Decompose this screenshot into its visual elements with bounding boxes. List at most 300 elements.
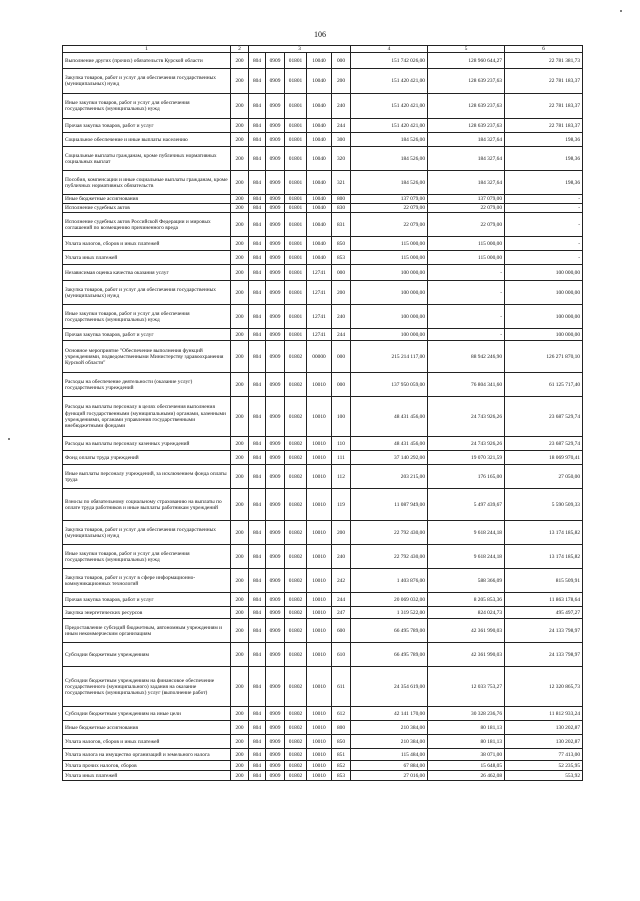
approved-amount: 203 215,00 <box>351 465 428 489</box>
section-code: 804 <box>249 619 266 643</box>
approved-amount: 24 354 619,00 <box>351 667 428 707</box>
remaining-amount: - <box>505 251 583 265</box>
direction-code: 10010 <box>307 437 332 451</box>
remaining-amount: 5 590 509,33 <box>505 489 583 521</box>
program-code: 01802 <box>285 521 307 545</box>
row-name: Уплата иных платежей <box>63 251 231 265</box>
subsection-code: 0909 <box>266 593 285 607</box>
row-name: Исполнение судебных актов <box>63 204 231 213</box>
program-code: 01802 <box>285 761 307 771</box>
direction-code: 10040 <box>307 119 332 133</box>
header-col-4: 4 <box>351 46 428 53</box>
executed-amount: 15 648,05 <box>428 761 505 771</box>
section-code: 804 <box>249 735 266 749</box>
table-row <box>63 735 583 749</box>
remaining-amount: 100 000,00 <box>505 281 583 305</box>
table-row <box>63 119 583 133</box>
expense-type-code: 200 <box>332 521 351 545</box>
program-code: 01802 <box>285 619 307 643</box>
executed-amount: 128 639 237,63 <box>428 119 505 133</box>
expense-type-code: 830 <box>332 204 351 213</box>
approved-amount: 115 000,00 <box>351 251 428 265</box>
table-row <box>63 69 583 94</box>
executed-amount: 128 639 237,63 <box>428 69 505 94</box>
subsection-code: 0909 <box>266 667 285 707</box>
admin-code: 200 <box>231 521 249 545</box>
section-code: 804 <box>249 251 266 265</box>
admin-code: 200 <box>231 204 249 213</box>
expense-type-code: 000 <box>332 373 351 397</box>
subsection-code: 0909 <box>266 305 285 329</box>
expense-type-code: 000 <box>332 265 351 281</box>
subsection-code: 0909 <box>266 397 285 437</box>
executed-amount: 588 366,09 <box>428 569 505 593</box>
subsection-code: 0909 <box>266 94 285 119</box>
remaining-amount: 12 320 865,73 <box>505 667 583 707</box>
executed-amount: 184 327,64 <box>428 133 505 147</box>
row-name: Прочая закупка товаров, работ и услуг <box>63 119 231 133</box>
row-name: Иные выплаты персоналу учреждений, за исключением фонда оплаты труда <box>63 465 231 489</box>
expense-type-code: 111 <box>332 451 351 465</box>
remaining-amount: 198,36 <box>505 171 583 195</box>
executed-amount: - <box>428 265 505 281</box>
subsection-code: 0909 <box>266 749 285 761</box>
row-name: Основное мероприятие "Обеспечение выполнения функций учреждениями, подведомственными Министерству здравоохранения Курской области" <box>63 341 231 373</box>
remaining-amount: - <box>505 195 583 204</box>
expense-type-code: 800 <box>332 195 351 204</box>
remaining-amount: 18 069 970,41 <box>505 451 583 465</box>
program-code: 01801 <box>285 251 307 265</box>
executed-amount: 80 181,13 <box>428 735 505 749</box>
remaining-amount: - <box>505 237 583 251</box>
direction-code: 12741 <box>307 305 332 329</box>
expense-type-code: 247 <box>332 607 351 619</box>
expense-type-code: 831 <box>332 213 351 237</box>
admin-code: 200 <box>231 451 249 465</box>
program-code: 01801 <box>285 305 307 329</box>
section-code: 804 <box>249 171 266 195</box>
row-name: Иные закупки товаров, работ и услуг для обеспечения государственных (муниципальных) нужд <box>63 305 231 329</box>
direction-code: 10010 <box>307 397 332 437</box>
subsection-code: 0909 <box>266 119 285 133</box>
subsection-code: 0909 <box>266 171 285 195</box>
admin-code: 200 <box>231 305 249 329</box>
subsection-code: 0909 <box>266 437 285 451</box>
row-name: Уплата налогов, сборов и иных платежей <box>63 735 231 749</box>
remaining-amount: 495 497,27 <box>505 607 583 619</box>
admin-code: 200 <box>231 329 249 341</box>
expense-type-code: 611 <box>332 667 351 707</box>
row-name: Пособия, компенсации и иные социальные выплаты гражданам, кроме публичных нормативных обязательств <box>63 171 231 195</box>
table-row <box>63 465 583 489</box>
program-code: 01801 <box>285 94 307 119</box>
executed-amount: 30 328 236,76 <box>428 707 505 721</box>
program-code: 01801 <box>285 171 307 195</box>
row-name: Субсидии бюджетным учреждениям <box>63 643 231 667</box>
executed-amount: 19 070 321,59 <box>428 451 505 465</box>
remaining-amount: 11 812 933,24 <box>505 707 583 721</box>
section-code: 804 <box>249 721 266 735</box>
subsection-code: 0909 <box>266 451 285 465</box>
remaining-amount: - <box>505 204 583 213</box>
subsection-code: 0909 <box>266 489 285 521</box>
admin-code: 200 <box>231 619 249 643</box>
remaining-amount: 13 174 185,82 <box>505 521 583 545</box>
scan-speck <box>8 438 10 440</box>
section-code: 804 <box>249 545 266 569</box>
expense-type-code: 321 <box>332 171 351 195</box>
section-code: 804 <box>249 265 266 281</box>
subsection-code: 0909 <box>266 643 285 667</box>
program-code: 01802 <box>285 643 307 667</box>
approved-amount: 184 526,00 <box>351 171 428 195</box>
admin-code: 200 <box>231 373 249 397</box>
table-row <box>63 707 583 721</box>
header-col-1: 1 <box>63 46 231 53</box>
table-row <box>63 593 583 607</box>
section-code: 804 <box>249 237 266 251</box>
expense-type-code: 300 <box>332 133 351 147</box>
remaining-amount: 27 050,00 <box>505 465 583 489</box>
row-name: Иные бюджетные ассигнования <box>63 721 231 735</box>
table-row <box>63 667 583 707</box>
section-code: 804 <box>249 593 266 607</box>
row-name: Закупка энергетических ресурсов <box>63 607 231 619</box>
approved-amount: 215 214 117,00 <box>351 341 428 373</box>
approved-amount: 48 431 456,00 <box>351 397 428 437</box>
expense-type-code: 000 <box>332 53 351 69</box>
table-row <box>63 607 583 619</box>
table-row <box>63 251 583 265</box>
subsection-code: 0909 <box>266 133 285 147</box>
subsection-code: 0909 <box>266 761 285 771</box>
row-name: Выполнение других (прочих) обязательств Курской области <box>63 53 231 69</box>
executed-amount: 26 462,08 <box>428 771 505 781</box>
approved-amount: 67 884,00 <box>351 761 428 771</box>
table-row <box>63 341 583 373</box>
budget-table <box>62 45 583 781</box>
expense-type-code: 851 <box>332 749 351 761</box>
approved-amount: 11 087 949,00 <box>351 489 428 521</box>
subsection-code: 0909 <box>266 204 285 213</box>
admin-code: 200 <box>231 94 249 119</box>
section-code: 804 <box>249 667 266 707</box>
executed-amount: 42 361 990,03 <box>428 643 505 667</box>
row-name: Исполнение судебных актов Российской Федерации и мировых соглашений по возмещению причиненного вреда <box>63 213 231 237</box>
approved-amount: 66 495 789,00 <box>351 619 428 643</box>
section-code: 804 <box>249 213 266 237</box>
subsection-code: 0909 <box>266 341 285 373</box>
section-code: 804 <box>249 437 266 451</box>
admin-code: 200 <box>231 437 249 451</box>
admin-code: 200 <box>231 667 249 707</box>
direction-code: 10040 <box>307 53 332 69</box>
subsection-code: 0909 <box>266 69 285 94</box>
row-name: Уплата прочих налогов, сборов <box>63 761 231 771</box>
approved-amount: 151 420 421,00 <box>351 119 428 133</box>
admin-code: 200 <box>231 465 249 489</box>
direction-code: 10010 <box>307 521 332 545</box>
table-row <box>63 619 583 643</box>
subsection-code: 0909 <box>266 721 285 735</box>
remaining-amount: 100 000,00 <box>505 329 583 341</box>
program-code: 01801 <box>285 329 307 341</box>
remaining-amount: 52 235,95 <box>505 761 583 771</box>
row-name: Субсидии бюджетным учреждениям на финансовое обеспечение государственного (муниципального) задания на оказание государственных (муниципальных) услуг (выполнение работ) <box>63 667 231 707</box>
executed-amount: 9 618 244,18 <box>428 545 505 569</box>
section-code: 804 <box>249 305 266 329</box>
program-code: 01802 <box>285 569 307 593</box>
row-name: Иные бюджетные ассигнования <box>63 195 231 204</box>
approved-amount: 115 484,00 <box>351 749 428 761</box>
remaining-amount: 24 133 798,97 <box>505 619 583 643</box>
subsection-code: 0909 <box>266 771 285 781</box>
remaining-amount: 815 509,91 <box>505 569 583 593</box>
expense-type-code: 853 <box>332 251 351 265</box>
table-row <box>63 147 583 171</box>
remaining-amount: 13 174 185,82 <box>505 545 583 569</box>
admin-code: 200 <box>231 761 249 771</box>
table-row <box>63 771 583 781</box>
section-code: 804 <box>249 147 266 171</box>
program-code: 01801 <box>285 195 307 204</box>
program-code: 01802 <box>285 607 307 619</box>
subsection-code: 0909 <box>266 53 285 69</box>
executed-amount: 137 079,00 <box>428 195 505 204</box>
executed-amount: 128 639 237,63 <box>428 94 505 119</box>
approved-amount: 184 526,00 <box>351 133 428 147</box>
executed-amount: 80 181,13 <box>428 721 505 735</box>
subsection-code: 0909 <box>266 281 285 305</box>
direction-code: 12741 <box>307 281 332 305</box>
row-name: Закупка товаров, работ и услуг для обеспечения государственных (муниципальных) нужд <box>63 281 231 305</box>
subsection-code: 0909 <box>266 373 285 397</box>
section-code: 804 <box>249 397 266 437</box>
subsection-code: 0909 <box>266 237 285 251</box>
executed-amount: 38 071,00 <box>428 749 505 761</box>
approved-amount: 210 384,00 <box>351 735 428 749</box>
admin-code: 200 <box>231 341 249 373</box>
direction-code: 10010 <box>307 451 332 465</box>
subsection-code: 0909 <box>266 735 285 749</box>
admin-code: 200 <box>231 707 249 721</box>
program-code: 01802 <box>285 373 307 397</box>
approved-amount: 22 079,00 <box>351 204 428 213</box>
approved-amount: 1 319 522,00 <box>351 607 428 619</box>
table-row <box>63 749 583 761</box>
admin-code: 200 <box>231 569 249 593</box>
section-code: 804 <box>249 195 266 204</box>
remaining-amount: 198,36 <box>505 133 583 147</box>
approved-amount: 22 792 430,00 <box>351 545 428 569</box>
direction-code: 10040 <box>307 147 332 171</box>
table-row <box>63 643 583 667</box>
executed-amount: 24 743 926,26 <box>428 437 505 451</box>
admin-code: 200 <box>231 53 249 69</box>
subsection-code: 0909 <box>266 265 285 281</box>
admin-code: 200 <box>231 69 249 94</box>
table-row <box>63 213 583 237</box>
program-code: 01802 <box>285 489 307 521</box>
table-row <box>63 305 583 329</box>
admin-code: 200 <box>231 749 249 761</box>
header-col-3: 3 <box>249 46 351 53</box>
executed-amount: - <box>428 281 505 305</box>
remaining-amount: 126 271 870,10 <box>505 341 583 373</box>
executed-amount: 76 804 341,60 <box>428 373 505 397</box>
executed-amount: 24 743 926,26 <box>428 397 505 437</box>
remaining-amount: 198,36 <box>505 147 583 171</box>
program-code: 01801 <box>285 281 307 305</box>
expense-type-code: 244 <box>332 329 351 341</box>
approved-amount: 48 431 456,00 <box>351 437 428 451</box>
approved-amount: 20 069 032,00 <box>351 593 428 607</box>
direction-code: 10010 <box>307 489 332 521</box>
direction-code: 10040 <box>307 69 332 94</box>
row-name: Субсидии бюджетным учреждениям на иные цели <box>63 707 231 721</box>
admin-code: 200 <box>231 489 249 521</box>
section-code: 804 <box>249 329 266 341</box>
remaining-amount: - <box>505 213 583 237</box>
expense-type-code: 112 <box>332 465 351 489</box>
row-name: Прочая закупка товаров, работ и услуг <box>63 329 231 341</box>
program-code: 01802 <box>285 749 307 761</box>
approved-amount: 151 742 026,00 <box>351 53 428 69</box>
executed-amount: 115 000,00 <box>428 251 505 265</box>
program-code: 01802 <box>285 437 307 451</box>
table-row <box>63 437 583 451</box>
admin-code: 200 <box>231 721 249 735</box>
program-code: 01801 <box>285 53 307 69</box>
expense-type-code: 119 <box>332 489 351 521</box>
section-code: 804 <box>249 341 266 373</box>
subsection-code: 0909 <box>266 707 285 721</box>
remaining-amount: 24 133 798,97 <box>505 643 583 667</box>
table-row <box>63 195 583 204</box>
page-number: 106 <box>314 30 326 39</box>
table-row <box>63 373 583 397</box>
executed-amount: 115 000,00 <box>428 237 505 251</box>
remaining-amount: 11 863 178,64 <box>505 593 583 607</box>
executed-amount: 184 327,64 <box>428 171 505 195</box>
remaining-amount: 130 202,87 <box>505 735 583 749</box>
table-row <box>63 265 583 281</box>
remaining-amount: 100 000,00 <box>505 265 583 281</box>
program-code: 01802 <box>285 465 307 489</box>
section-code: 804 <box>249 569 266 593</box>
executed-amount: 22 079,00 <box>428 204 505 213</box>
executed-amount: 9 618 244,18 <box>428 521 505 545</box>
expense-type-code: 600 <box>332 619 351 643</box>
expense-type-code: 612 <box>332 707 351 721</box>
approved-amount: 100 000,00 <box>351 265 428 281</box>
remaining-amount: 23 687 529,74 <box>505 437 583 451</box>
direction-code: 10040 <box>307 251 332 265</box>
direction-code: 10010 <box>307 593 332 607</box>
remaining-amount: 22 781 381,73 <box>505 53 583 69</box>
admin-code: 200 <box>231 771 249 781</box>
table-row <box>63 451 583 465</box>
approved-amount: 42 141 170,00 <box>351 707 428 721</box>
direction-code: 10010 <box>307 619 332 643</box>
approved-amount: 137 950 059,00 <box>351 373 428 397</box>
direction-code: 10040 <box>307 171 332 195</box>
expense-type-code: 244 <box>332 119 351 133</box>
subsection-code: 0909 <box>266 195 285 204</box>
direction-code: 10010 <box>307 707 332 721</box>
admin-code: 200 <box>231 265 249 281</box>
program-code: 01801 <box>285 147 307 171</box>
section-code: 804 <box>249 373 266 397</box>
program-code: 01802 <box>285 735 307 749</box>
program-code: 01802 <box>285 545 307 569</box>
row-name: Расходы на выплаты персоналу в целях обеспечения выполнения функций государственными (муниципальными) органами, казенными учреждениями, органами управления государственными внебюджетными фондами <box>63 397 231 437</box>
row-name: Прочая закупка товаров, работ и услуг <box>63 593 231 607</box>
program-code: 01802 <box>285 341 307 373</box>
row-name: Иные закупки товаров, работ и услуг для обеспечения государственных (муниципальных) нужд <box>63 545 231 569</box>
table-row <box>63 53 583 69</box>
row-name: Взносы по обязательному социальному страхованию на выплаты по оплате труда работников и иные выплаты работникам учреждений <box>63 489 231 521</box>
direction-code: 12741 <box>307 265 332 281</box>
program-code: 01801 <box>285 69 307 94</box>
direction-code: 10040 <box>307 237 332 251</box>
executed-amount: 128 960 644,27 <box>428 53 505 69</box>
row-name: Социальные выплаты гражданам, кроме публичных нормативных социальных выплат <box>63 147 231 171</box>
approved-amount: 22 792 430,00 <box>351 521 428 545</box>
admin-code: 200 <box>231 397 249 437</box>
program-code: 01802 <box>285 771 307 781</box>
row-name: Фонд оплаты труда учреждений <box>63 451 231 465</box>
expense-type-code: 610 <box>332 643 351 667</box>
section-code: 804 <box>249 643 266 667</box>
direction-code: 10010 <box>307 569 332 593</box>
direction-code: 10040 <box>307 213 332 237</box>
executed-amount: - <box>428 329 505 341</box>
section-code: 804 <box>249 521 266 545</box>
table-row <box>63 133 583 147</box>
executed-amount: 88 942 246,90 <box>428 341 505 373</box>
direction-code: 10040 <box>307 204 332 213</box>
direction-code: 10010 <box>307 607 332 619</box>
section-code: 804 <box>249 761 266 771</box>
header-col-6: 6 <box>505 46 583 53</box>
expense-type-code: 800 <box>332 721 351 735</box>
section-code: 804 <box>249 489 266 521</box>
admin-code: 200 <box>231 213 249 237</box>
table-row <box>63 237 583 251</box>
approved-amount: 151 420 421,00 <box>351 69 428 94</box>
section-code: 804 <box>249 281 266 305</box>
program-code: 01802 <box>285 451 307 465</box>
expense-type-code: 850 <box>332 237 351 251</box>
remaining-amount: 130 202,87 <box>505 721 583 735</box>
direction-code: 10010 <box>307 667 332 707</box>
subsection-code: 0909 <box>266 465 285 489</box>
row-name: Закупка товаров, работ и услуг для обеспечения государственных (муниципальных) нужд <box>63 521 231 545</box>
expense-type-code: 110 <box>332 437 351 451</box>
executed-amount: 176 165,00 <box>428 465 505 489</box>
table-row <box>63 281 583 305</box>
program-code: 01801 <box>285 265 307 281</box>
direction-code: 10040 <box>307 133 332 147</box>
section-code: 804 <box>249 133 266 147</box>
executed-amount: 8 205 853,36 <box>428 593 505 607</box>
section-code: 804 <box>249 53 266 69</box>
expense-type-code: 000 <box>332 341 351 373</box>
admin-code: 200 <box>231 545 249 569</box>
subsection-code: 0909 <box>266 545 285 569</box>
approved-amount: 151 420 421,00 <box>351 94 428 119</box>
